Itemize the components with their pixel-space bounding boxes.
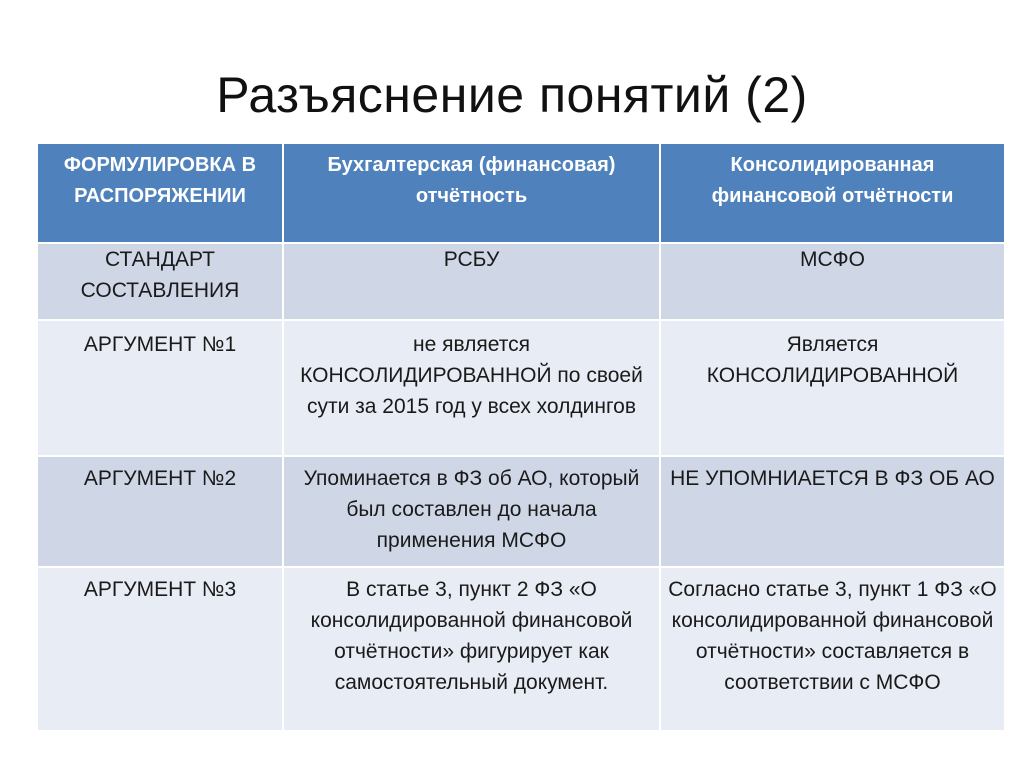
page-title: Разъяснение понятий (2) <box>216 67 808 123</box>
accounting-cell: В статье 3, пункт 2 ФЗ «О консолидированной финансовой отчётности» фигурирует как самостоятельный документ. <box>283 567 660 731</box>
consolidated-cell: Является КОНСОЛИДИРОВАННОЙ <box>660 320 1005 456</box>
header-consolidated-reporting: Консолидированная финансовой отчётности <box>660 143 1005 243</box>
consolidated-cell: Согласно статье 3, пункт 1 ФЗ «О консолидированной финансовой отчётности» составляется в соответствии с МСФО <box>660 567 1005 731</box>
row-label: АРГУМЕНТ №2 <box>37 456 283 567</box>
table-row <box>37 320 1005 456</box>
header-wording: ФОРМУЛИРОВКА В РАСПОРЯЖЕНИИ <box>37 143 283 243</box>
accounting-cell: РСБУ <box>283 243 660 320</box>
consolidated-cell: НЕ УПОМНИАЕТСЯ В ФЗ ОБ АО <box>660 456 1005 567</box>
table-row <box>37 456 1005 567</box>
table-row <box>37 567 1005 731</box>
table-header-row <box>37 143 1005 243</box>
accounting-cell: Упоминается в ФЗ об АО, который был составлен до начала применения МСФО <box>283 456 660 567</box>
consolidated-cell: МСФО <box>660 243 1005 320</box>
accounting-cell: не является КОНСОЛИДИРОВАННОЙ по своей сути за 2015 год у всех холдингов <box>283 320 660 456</box>
row-label: СТАНДАРТ СОСТАВЛЕНИЯ <box>37 243 283 320</box>
row-label: АРГУМЕНТ №3 <box>37 567 283 731</box>
comparison-table <box>36 142 1006 732</box>
row-label: АРГУМЕНТ №1 <box>37 320 283 456</box>
header-accounting-reporting: Бухгалтерская (финансовая) отчётность <box>283 143 660 243</box>
table-row <box>37 243 1005 320</box>
